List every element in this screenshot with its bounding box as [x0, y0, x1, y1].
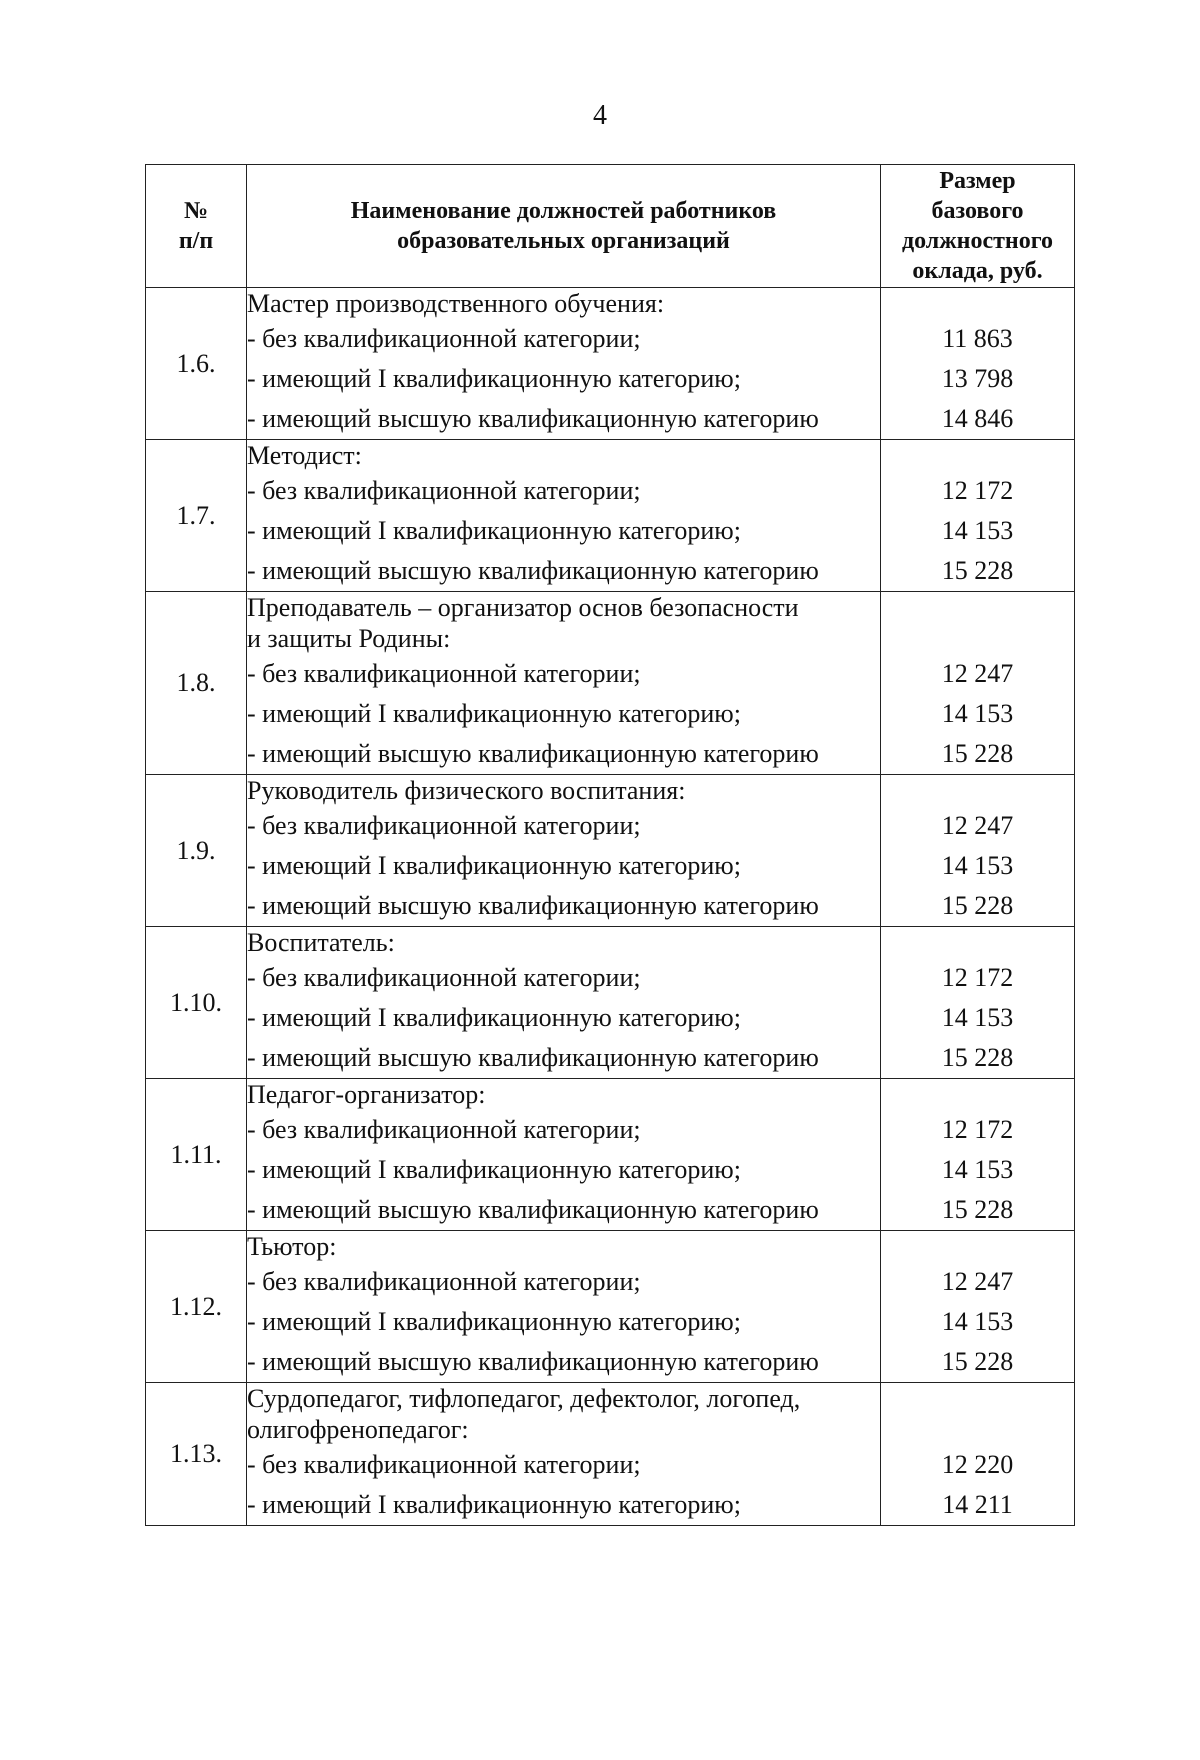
position-name-cell: [247, 440, 881, 592]
salary-cell: [881, 927, 1075, 1079]
header-row: [146, 165, 1075, 288]
row-number: 1.9.: [146, 775, 247, 927]
salary-value: 12 172: [941, 963, 1014, 992]
salary-cell: [881, 1231, 1075, 1383]
table-row: [146, 927, 1075, 1079]
header-salary-line: оклада, руб.: [912, 258, 1043, 284]
category-label: - имеющий I квалификационную категорию;: [247, 1155, 741, 1184]
table-row: [146, 440, 1075, 592]
salary-spacer: [881, 927, 1074, 958]
position-title: Воспитатель:: [247, 928, 395, 957]
category-label: - имеющий I квалификационную категорию;: [247, 364, 741, 393]
salary-cell: [881, 440, 1075, 592]
salary-spacer: [881, 775, 1074, 806]
header-number: [146, 165, 247, 288]
row-number: 1.6.: [146, 288, 247, 440]
position-title: Методист:: [247, 441, 362, 470]
table-row: [146, 592, 1075, 775]
salary-value: 15 228: [941, 739, 1014, 768]
header-salary-line: Размер: [939, 168, 1016, 194]
category-label: - имеющий высшую квалификационную категорию: [247, 1043, 819, 1072]
position-title: Преподаватель – организатор основ безопасности: [247, 593, 799, 622]
salary-value: 15 228: [941, 1043, 1014, 1072]
position-name-cell: [247, 1383, 881, 1526]
row-number: 1.8.: [146, 592, 247, 775]
row-number: 1.7.: [146, 440, 247, 592]
salary-value: 15 228: [941, 891, 1014, 920]
salary-spacer: [881, 288, 1074, 319]
position-title: Руководитель физического воспитания:: [247, 776, 686, 805]
category-label: - имеющий высшую квалификационную категорию: [247, 404, 819, 433]
category-label: - без квалификационной категории;: [247, 963, 641, 992]
header-base-salary: [881, 165, 1075, 288]
category-label: - без квалификационной категории;: [247, 476, 641, 505]
row-number: 1.13.: [146, 1383, 247, 1526]
position-name-cell: [247, 927, 881, 1079]
salary-value: 12 172: [941, 1115, 1014, 1144]
salary-value: 12 247: [941, 1267, 1014, 1296]
salary-spacer: [881, 1383, 1074, 1414]
header-name-line: Наименование должностей работников: [350, 198, 777, 224]
salary-value: 15 228: [941, 1195, 1014, 1224]
salary-value: 14 153: [941, 851, 1014, 880]
salary-value: 12 172: [941, 476, 1014, 505]
table-header: [146, 165, 1075, 288]
salary-value: 12 247: [941, 659, 1014, 688]
salary-value: 12 247: [941, 811, 1014, 840]
salary-cell: [881, 775, 1075, 927]
header-name-line: образовательных организаций: [397, 228, 730, 254]
salary-value: 14 153: [941, 516, 1014, 545]
category-label: - имеющий высшую квалификационную категорию: [247, 739, 819, 768]
category-label: - имеющий I квалификационную категорию;: [247, 851, 741, 880]
category-label: - без квалификационной категории;: [247, 1115, 641, 1144]
salary-value: 15 228: [941, 556, 1014, 585]
salary-spacer: [881, 440, 1074, 471]
page-number: 4: [593, 100, 607, 131]
position-title: Сурдопедагог, тифлопедагог, дефектолог, логопед,: [247, 1384, 801, 1413]
category-label: - без квалификационной категории;: [247, 1450, 641, 1479]
salary-spacer: [881, 1079, 1074, 1110]
salary-spacer: [881, 592, 1074, 623]
category-label: - без квалификационной категории;: [247, 811, 641, 840]
header-salary-line: должностного: [901, 228, 1054, 254]
category-label: - без квалификационной категории;: [247, 659, 641, 688]
salary-value: 14 153: [941, 1155, 1014, 1184]
position-title: Тьютор:: [247, 1232, 337, 1261]
salary-value: 14 846: [941, 404, 1014, 433]
position-title: Педагог-организатор:: [247, 1080, 486, 1109]
category-label: - имеющий I квалификационную категорию;: [247, 699, 741, 728]
table-row: [146, 1383, 1075, 1526]
category-label: - имеющий I квалификационную категорию;: [247, 1003, 741, 1032]
category-label: - имеющий I квалификационную категорию;: [247, 1307, 741, 1336]
category-label: - без квалификационной категории;: [247, 1267, 641, 1296]
category-label: - без квалификационной категории;: [247, 324, 641, 353]
salary-value: 13 798: [941, 364, 1014, 393]
salary-spacer: [881, 1231, 1074, 1262]
salary-value: 14 153: [941, 699, 1014, 728]
table-body: [146, 288, 1075, 1526]
salary-value: 14 153: [941, 1003, 1014, 1032]
category-label: - имеющий высшую квалификационную категорию: [247, 1195, 819, 1224]
salary-value: 12 220: [941, 1450, 1014, 1479]
table-row: [146, 1231, 1075, 1383]
header-number-line: п/п: [178, 228, 214, 254]
row-number: 1.11.: [146, 1079, 247, 1231]
header-position-name: [247, 165, 881, 288]
row-number: 1.12.: [146, 1231, 247, 1383]
category-label: - имеющий I квалификационную категорию;: [247, 516, 741, 545]
position-title: Мастер производственного обучения:: [247, 289, 665, 318]
salary-table: [145, 164, 1075, 1526]
row-number: 1.10.: [146, 927, 247, 1079]
salary-spacer: [881, 1414, 1074, 1445]
table-row: [146, 288, 1075, 440]
table-row: [146, 775, 1075, 927]
header-salary-line: базового: [931, 198, 1024, 224]
table-row: [146, 1079, 1075, 1231]
position-title: и защиты Родины:: [247, 624, 451, 653]
salary-value: 11 863: [942, 324, 1013, 353]
salary-cell: [881, 1079, 1075, 1231]
category-label: - имеющий высшую квалификационную категорию: [247, 556, 819, 585]
salary-value: 14 211: [942, 1490, 1013, 1519]
salary-value: 15 228: [941, 1347, 1014, 1376]
position-title: олигофренопедагог:: [247, 1415, 469, 1444]
salary-value: 14 153: [941, 1307, 1014, 1336]
position-name-cell: [247, 1079, 881, 1231]
position-name-cell: [247, 288, 881, 440]
salary-cell: [881, 1383, 1075, 1526]
category-label: - имеющий I квалификационную категорию;: [247, 1490, 741, 1519]
position-name-cell: [247, 1231, 881, 1383]
position-name-cell: [247, 592, 881, 775]
category-label: - имеющий высшую квалификационную категорию: [247, 891, 819, 920]
salary-spacer: [881, 623, 1074, 654]
position-name-cell: [247, 775, 881, 927]
salary-cell: [881, 592, 1075, 775]
salary-cell: [881, 288, 1075, 440]
header-number-line: №: [183, 198, 209, 224]
category-label: - имеющий высшую квалификационную категорию: [247, 1347, 819, 1376]
